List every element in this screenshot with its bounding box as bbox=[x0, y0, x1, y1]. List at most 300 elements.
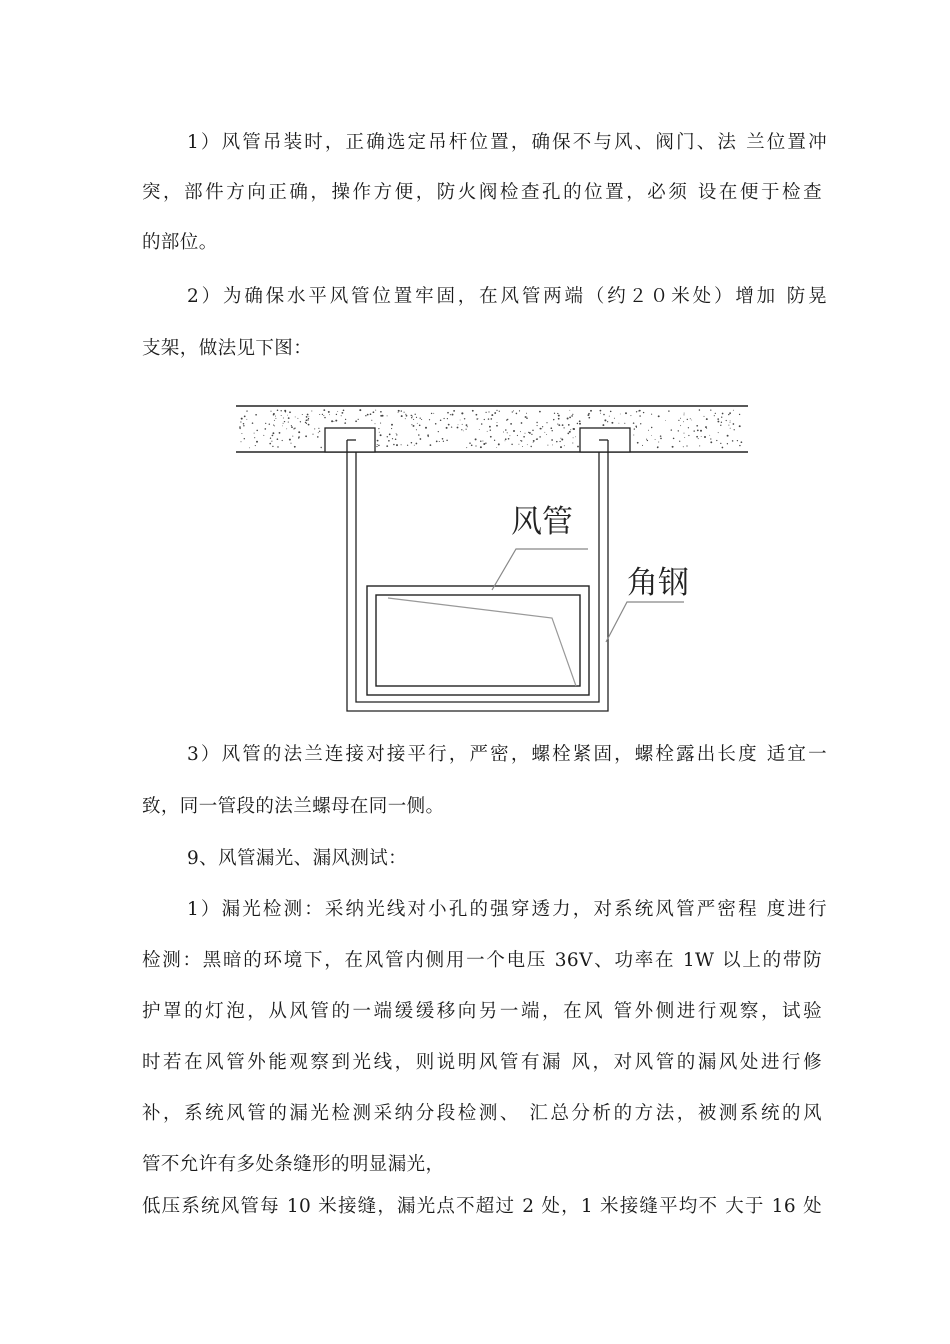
concrete-speck bbox=[345, 419, 346, 420]
concrete-speck bbox=[450, 414, 451, 415]
concrete-speck bbox=[319, 414, 320, 415]
para4-line5: 补，系统风管的漏光检测采纳分段检测、 汇总分析的方法，被测系统的风 bbox=[142, 1103, 822, 1124]
concrete-speck bbox=[244, 416, 246, 418]
concrete-speck bbox=[491, 418, 493, 420]
concrete-speck bbox=[498, 443, 500, 445]
para4-line2: 检测：黑暗的环境下，在风管内侧用一个电压 36V、功率在 1W 以上的带防 bbox=[142, 950, 822, 971]
concrete-speck bbox=[703, 416, 704, 417]
concrete-speck bbox=[557, 424, 558, 425]
concrete-speck bbox=[322, 414, 323, 415]
concrete-speck bbox=[505, 429, 507, 431]
concrete-speck bbox=[312, 434, 313, 435]
concrete-speck bbox=[640, 423, 641, 424]
concrete-speck bbox=[733, 423, 735, 425]
concrete-speck bbox=[564, 445, 565, 446]
concrete-speck bbox=[526, 413, 527, 414]
concrete-speck bbox=[411, 417, 412, 418]
concrete-speck bbox=[573, 428, 575, 430]
concrete-speck bbox=[557, 413, 558, 414]
concrete-speck bbox=[358, 419, 359, 420]
concrete-speck bbox=[337, 411, 338, 412]
concrete-speck bbox=[678, 420, 679, 421]
concrete-speck bbox=[438, 431, 439, 432]
para1-line3: 的部位。 bbox=[142, 232, 218, 253]
concrete-speck bbox=[298, 437, 299, 438]
concrete-speck bbox=[466, 429, 467, 430]
concrete-speck bbox=[378, 445, 380, 447]
concrete-speck bbox=[575, 436, 576, 437]
concrete-speck bbox=[483, 443, 485, 445]
concrete-speck bbox=[577, 423, 578, 424]
concrete-speck bbox=[496, 447, 497, 448]
concrete-speck bbox=[406, 415, 408, 417]
concrete-speck bbox=[587, 414, 589, 416]
concrete-speck bbox=[684, 437, 685, 438]
concrete-speck bbox=[274, 425, 275, 426]
concrete-speck bbox=[646, 439, 647, 440]
para4-line6: 管不允许有多处条缝形的明显漏光， bbox=[142, 1154, 445, 1175]
concrete-speck bbox=[739, 445, 740, 446]
concrete-speck bbox=[430, 444, 432, 446]
concrete-speck bbox=[490, 429, 491, 430]
concrete-speck bbox=[429, 419, 430, 420]
concrete-speck bbox=[308, 418, 309, 419]
concrete-speck bbox=[396, 433, 397, 434]
concrete-speck bbox=[461, 412, 463, 414]
concrete-speck bbox=[633, 435, 634, 436]
concrete-speck bbox=[665, 420, 666, 421]
concrete-speck bbox=[536, 422, 537, 423]
concrete-speck bbox=[531, 434, 532, 435]
concrete-speck bbox=[336, 414, 337, 415]
concrete-speck bbox=[480, 446, 482, 448]
concrete-speck bbox=[321, 447, 322, 448]
concrete-speck bbox=[457, 427, 459, 429]
concrete-speck bbox=[508, 438, 510, 440]
concrete-speck bbox=[387, 436, 388, 437]
concrete-speck bbox=[341, 415, 342, 416]
concrete-speck bbox=[466, 424, 468, 426]
concrete-speck bbox=[425, 427, 427, 429]
concrete-speck bbox=[721, 417, 722, 418]
concrete-speck bbox=[699, 445, 700, 446]
concrete-speck bbox=[386, 445, 388, 447]
concrete-speck bbox=[391, 428, 392, 429]
label-angle-steel: 角钢 bbox=[627, 565, 689, 601]
concrete-speck bbox=[683, 421, 684, 422]
angle-leader bbox=[606, 602, 684, 642]
label-duct: 风管 bbox=[511, 504, 573, 540]
concrete-speck bbox=[249, 447, 250, 448]
concrete-speck bbox=[344, 422, 346, 424]
concrete-speck bbox=[730, 422, 731, 423]
concrete-speck bbox=[684, 413, 685, 414]
concrete-speck bbox=[642, 445, 643, 446]
section-heading-9: 9、风管漏光、漏风测试： bbox=[187, 848, 408, 869]
concrete-speck bbox=[272, 435, 274, 437]
concrete-speck bbox=[255, 414, 257, 416]
concrete-speck bbox=[690, 418, 691, 419]
concrete-speck bbox=[630, 415, 631, 416]
concrete-speck bbox=[419, 425, 421, 427]
concrete-speck bbox=[281, 415, 282, 416]
concrete-speck bbox=[378, 428, 379, 429]
concrete-speck bbox=[300, 421, 301, 422]
concrete-speck bbox=[298, 431, 300, 433]
concrete-speck bbox=[314, 428, 315, 429]
concrete-speck bbox=[475, 445, 476, 446]
concrete-speck bbox=[443, 441, 444, 442]
concrete-speck bbox=[388, 440, 390, 442]
concrete-speck bbox=[273, 425, 274, 426]
concrete-speck bbox=[671, 429, 672, 430]
concrete-speck bbox=[651, 414, 652, 415]
concrete-speck bbox=[651, 427, 652, 428]
concrete-speck bbox=[265, 428, 267, 430]
concrete-speck bbox=[447, 412, 449, 414]
concrete-speck bbox=[331, 420, 333, 422]
concrete-speck bbox=[570, 429, 571, 430]
concrete-speck bbox=[651, 435, 652, 436]
concrete-speck bbox=[636, 411, 637, 412]
concrete-speck bbox=[636, 427, 637, 428]
concrete-speck bbox=[728, 414, 729, 415]
concrete-speck bbox=[680, 418, 681, 419]
concrete-speck bbox=[579, 423, 581, 425]
angle-steel-outer bbox=[347, 440, 608, 711]
concrete-speck bbox=[302, 414, 303, 415]
concrete-speck bbox=[717, 421, 719, 423]
concrete-speck bbox=[562, 424, 564, 426]
concrete-speck bbox=[506, 419, 507, 420]
concrete-speck bbox=[668, 410, 669, 411]
concrete-speck bbox=[306, 423, 307, 424]
concrete-speck bbox=[401, 415, 403, 417]
concrete-speck bbox=[509, 435, 510, 436]
concrete-speck bbox=[292, 436, 293, 437]
concrete-speck bbox=[335, 420, 337, 422]
concrete-speck bbox=[660, 435, 662, 437]
concrete-speck bbox=[572, 414, 573, 415]
concrete-speck bbox=[375, 423, 376, 424]
concrete-speck bbox=[635, 425, 637, 427]
concrete-speck bbox=[526, 417, 528, 419]
concrete-speck bbox=[246, 410, 247, 411]
concrete-speck bbox=[569, 410, 570, 411]
concrete-speck bbox=[420, 418, 421, 419]
concrete-speck bbox=[280, 410, 281, 411]
concrete-speck bbox=[411, 424, 412, 425]
concrete-speck bbox=[375, 410, 376, 411]
concrete-speck bbox=[309, 416, 310, 417]
concrete-speck bbox=[416, 417, 417, 418]
concrete-speck bbox=[439, 441, 440, 442]
concrete-speck bbox=[271, 441, 272, 442]
concrete-speck bbox=[462, 424, 463, 425]
concrete-speck bbox=[720, 425, 721, 426]
concrete-speck bbox=[376, 446, 377, 447]
concrete-speck bbox=[633, 422, 635, 424]
concrete-speck bbox=[550, 427, 552, 429]
concrete-speck bbox=[469, 442, 471, 444]
concrete-speck bbox=[732, 440, 734, 442]
concrete-speck bbox=[317, 436, 319, 438]
concrete-speck bbox=[387, 415, 388, 416]
concrete-speck bbox=[404, 412, 405, 413]
concrete-speck bbox=[696, 436, 698, 438]
concrete-speck bbox=[520, 431, 521, 432]
concrete-speck bbox=[481, 423, 483, 425]
concrete-speck bbox=[418, 434, 420, 436]
concrete-speck bbox=[607, 421, 608, 422]
concrete-speck bbox=[324, 417, 325, 418]
concrete-speck bbox=[489, 426, 491, 428]
concrete-speck bbox=[289, 411, 291, 413]
concrete-speck bbox=[485, 443, 486, 444]
concrete-speck bbox=[416, 429, 417, 430]
concrete-speck bbox=[488, 418, 489, 419]
concrete-speck bbox=[398, 412, 399, 413]
concrete-speck bbox=[558, 418, 560, 420]
concrete-speck bbox=[411, 415, 412, 416]
concrete-speck bbox=[479, 429, 480, 430]
concrete-speck bbox=[427, 434, 429, 436]
concrete-speck bbox=[359, 409, 361, 411]
para3-line2: 致，同一管段的法兰螺母在同一侧。 bbox=[142, 796, 445, 817]
concrete-speck bbox=[540, 428, 542, 430]
concrete-speck bbox=[507, 432, 508, 433]
concrete-speck bbox=[733, 410, 734, 411]
concrete-speck bbox=[284, 410, 286, 412]
concrete-speck bbox=[551, 439, 553, 441]
concrete-speck bbox=[460, 420, 461, 421]
bracket-diagram-svg bbox=[236, 404, 748, 718]
concrete-speck bbox=[239, 426, 241, 428]
concrete-speck bbox=[471, 445, 473, 447]
concrete-speck bbox=[658, 442, 659, 443]
concrete-speck bbox=[604, 419, 606, 421]
concrete-speck bbox=[379, 432, 380, 433]
concrete-speck bbox=[485, 412, 486, 413]
concrete-speck bbox=[279, 432, 281, 434]
concrete-speck bbox=[700, 430, 702, 432]
concrete-speck bbox=[453, 410, 455, 412]
concrete-speck bbox=[718, 432, 719, 433]
concrete-speck bbox=[525, 416, 527, 418]
concrete-speck bbox=[647, 440, 648, 441]
concrete-speck bbox=[464, 418, 465, 419]
concrete-speck bbox=[241, 433, 242, 434]
concrete-speck bbox=[373, 411, 375, 413]
concrete-speck bbox=[416, 443, 418, 445]
duct-outer bbox=[367, 586, 589, 695]
concrete-speck bbox=[519, 410, 520, 411]
para5-line1: 低压系统风管每 10 米接缝，漏光点不超过 2 处，1 米接缝平均不 大于 16 处 bbox=[142, 1196, 822, 1217]
concrete-speck bbox=[286, 428, 287, 429]
concrete-speck bbox=[678, 430, 679, 431]
concrete-speck bbox=[643, 412, 644, 413]
concrete-speck bbox=[293, 428, 294, 429]
concrete-speck bbox=[513, 410, 514, 411]
concrete-speck bbox=[274, 420, 275, 421]
concrete-speck bbox=[569, 417, 571, 419]
concrete-speck bbox=[572, 442, 573, 443]
concrete-speck bbox=[563, 427, 564, 428]
concrete-speck bbox=[380, 434, 382, 436]
concrete-speck bbox=[452, 414, 454, 416]
concrete-speck bbox=[547, 445, 548, 446]
concrete-speck bbox=[544, 432, 545, 433]
concrete-speck bbox=[401, 444, 402, 445]
concrete-speck bbox=[573, 437, 574, 438]
concrete-speck bbox=[520, 440, 521, 441]
concrete-speck bbox=[411, 442, 412, 443]
concrete-speck bbox=[476, 414, 478, 416]
concrete-speck bbox=[413, 419, 414, 420]
concrete-speck bbox=[684, 433, 685, 434]
concrete-speck bbox=[537, 425, 538, 426]
concrete-speck bbox=[446, 440, 447, 441]
concrete-speck bbox=[254, 433, 255, 434]
concrete-speck bbox=[277, 446, 278, 447]
concrete-speck bbox=[579, 420, 581, 422]
concrete-speck bbox=[380, 423, 381, 424]
concrete-speck bbox=[620, 414, 621, 415]
concrete-speck bbox=[577, 446, 579, 448]
concrete-speck bbox=[475, 438, 477, 440]
concrete-speck bbox=[377, 444, 378, 445]
concrete-speck bbox=[413, 425, 415, 427]
concrete-speck bbox=[716, 440, 717, 441]
duct-leader bbox=[492, 549, 588, 590]
concrete-speck bbox=[714, 415, 715, 416]
concrete-speck bbox=[382, 415, 384, 417]
concrete-speck bbox=[639, 410, 641, 412]
concrete-speck bbox=[490, 436, 492, 438]
concrete-speck bbox=[730, 428, 731, 429]
concrete-speck bbox=[554, 413, 555, 414]
concrete-speck bbox=[710, 441, 712, 443]
concrete-speck bbox=[706, 428, 707, 429]
concrete-speck bbox=[446, 427, 448, 429]
concrete-speck bbox=[688, 427, 689, 428]
concrete-speck bbox=[691, 420, 692, 421]
concrete-speck bbox=[624, 423, 625, 424]
para4-line3: 护罩的灯泡，从风管的一端缓缓移向另一端，在风 管外侧进行观察，试验 bbox=[142, 1001, 822, 1022]
concrete-speck bbox=[516, 413, 518, 415]
concrete-speck bbox=[705, 426, 707, 428]
concrete-speck bbox=[283, 418, 284, 419]
concrete-speck bbox=[442, 438, 444, 440]
concrete-speck bbox=[687, 419, 688, 420]
concrete-speck bbox=[333, 421, 334, 422]
concrete-speck bbox=[496, 425, 498, 427]
concrete-speck bbox=[269, 423, 270, 424]
concrete-speck bbox=[679, 441, 680, 442]
concrete-speck bbox=[553, 419, 554, 420]
concrete-speck bbox=[715, 413, 716, 414]
concrete-speck bbox=[539, 411, 541, 413]
concrete-speck bbox=[273, 413, 275, 415]
concrete-speck bbox=[342, 412, 344, 414]
concrete-speck bbox=[389, 434, 391, 436]
concrete-speck bbox=[529, 432, 531, 434]
concrete-speck bbox=[306, 419, 308, 421]
para2-line2: 支架，做法见下图： bbox=[142, 338, 313, 359]
concrete-speck bbox=[433, 413, 434, 414]
concrete-speck bbox=[488, 411, 489, 412]
concrete-speck bbox=[726, 420, 727, 421]
concrete-speck bbox=[541, 428, 542, 429]
concrete-speck bbox=[727, 443, 728, 444]
para3-line1: 3）风管的法兰连接对接平行，严密，螺栓紧固，螺栓露出长度 适宜一 bbox=[187, 744, 827, 765]
concrete-speck bbox=[487, 431, 488, 432]
concrete-speck bbox=[272, 432, 274, 434]
concrete-speck bbox=[693, 430, 694, 431]
concrete-speck bbox=[521, 422, 523, 424]
concrete-speck bbox=[272, 446, 273, 447]
concrete-speck bbox=[365, 415, 366, 416]
concrete-speck bbox=[556, 441, 558, 443]
concrete-speck bbox=[542, 426, 543, 427]
duct-leader-inner bbox=[388, 598, 576, 686]
concrete-speck bbox=[539, 436, 541, 438]
concrete-speck bbox=[688, 435, 689, 436]
concrete-speck bbox=[447, 418, 448, 419]
concrete-speck bbox=[658, 415, 660, 417]
concrete-speck bbox=[252, 422, 254, 424]
concrete-speck bbox=[521, 440, 522, 441]
concrete-speck bbox=[491, 414, 493, 416]
concrete-speck bbox=[458, 424, 459, 425]
concrete-speck bbox=[307, 419, 309, 421]
concrete-speck bbox=[660, 438, 662, 440]
concrete-speck bbox=[243, 423, 245, 425]
concrete-speck bbox=[686, 445, 687, 446]
concrete-speck bbox=[497, 422, 498, 423]
concrete-speck bbox=[721, 422, 722, 423]
concrete-speck bbox=[561, 439, 563, 441]
concrete-speck bbox=[396, 434, 397, 435]
concrete-speck bbox=[734, 429, 735, 430]
concrete-speck bbox=[625, 412, 627, 414]
concrete-speck bbox=[532, 430, 533, 431]
concrete-speck bbox=[392, 438, 393, 439]
concrete-speck bbox=[602, 424, 604, 426]
concrete-speck bbox=[254, 437, 255, 438]
concrete-speck bbox=[467, 426, 468, 427]
concrete-speck bbox=[571, 415, 573, 417]
bracket-diagram bbox=[236, 404, 748, 718]
concrete-speck bbox=[311, 410, 312, 411]
concrete-speck bbox=[590, 410, 592, 412]
concrete-speck bbox=[431, 413, 432, 414]
concrete-speck bbox=[494, 412, 496, 414]
concrete-speck bbox=[393, 444, 395, 446]
concrete-speck bbox=[728, 425, 729, 426]
concrete-speck bbox=[567, 418, 569, 420]
concrete-speck bbox=[739, 425, 741, 427]
concrete-speck bbox=[270, 438, 271, 439]
concrete-speck bbox=[484, 419, 485, 420]
concrete-speck bbox=[511, 444, 512, 445]
concrete-speck bbox=[289, 439, 291, 441]
concrete-speck bbox=[294, 446, 296, 448]
concrete-speck bbox=[343, 409, 345, 411]
concrete-speck bbox=[256, 441, 258, 443]
concrete-speck bbox=[680, 425, 681, 426]
concrete-speck bbox=[559, 441, 560, 442]
